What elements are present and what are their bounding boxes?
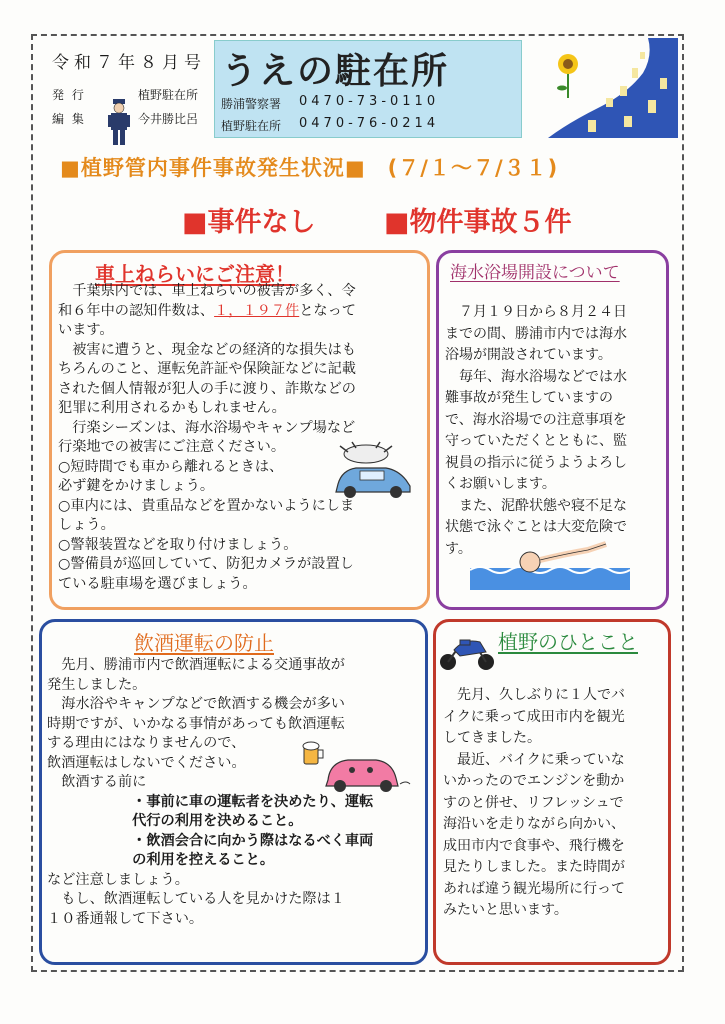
incident-summary-heading: ■植野管内事件事故発生状況■ (７/１〜７/３１) (60, 156, 559, 180)
motorcycle-icon (436, 632, 498, 672)
publisher-label: 発 行 (52, 88, 86, 102)
drunk-car-illustration (300, 740, 412, 796)
swimmer-illustration (470, 540, 630, 590)
beach-title: 海水浴場開設について (450, 263, 620, 283)
car-theft-body: 千葉県内では、車上ねらいの被害が多く、令 和６年中の認知件数は、１，１９７件となって います。 被害に遭うと、現金などの経済的な損失はも ちろんのこと、運転免許証や保険証などに記載 された個人情報が犯人の手に渡り、詐欺などの 犯罪に利用されるかもしれません。 行楽シーズンは、海水浴場やキャンプ場など 行楽地での被害にご注意ください。 ○短時間でも車から離れるときは、 必ず鍵をかけましょう。 ○車内には、貴重品などを置かないようにしま しょう。 ○警報装置などを取り付けましょう。 ○警備員が巡回していて、防犯カメラが設置し ている駐車場を選びましょう。 (58, 283, 356, 592)
editor-name: 今井勝比呂 (138, 112, 199, 126)
hitokoto-body: 先月、久しぶりに１人でバ イクに乗って成田市内を観光 してきました。 最近、バイクに乗っていな いかったのでエンジンを動か すのと併せ、リフレッシュで 海沿いを走りながら向かい、 成田市内で食事や、飛行機を 見たりしました。また時間が あれば違う観光場所に行って みたいと思います。 (443, 687, 625, 918)
phone-number-station: 0470-73-0110 (299, 94, 440, 109)
theft-count-highlight: １，１９７件 (214, 302, 300, 319)
police-officer-icon (106, 98, 132, 148)
drunk-driving-body: 先月、勝浦市内で飲酒運転による交通事故が 発生しました。 海水浴やキャンプなどで飲酒する機会が多い 時期ですが、いかなる事情があっても飲酒運転 する理由にはなりませんので、 飲酒運転はしないでください。 飲酒する前に ・事前に車の運転者を決めたり、運転 代行の利用を決めること。 ・飲酒会合に向かう際はなるべく車両 の利用を控えること。 など注意しましょう。 もし、飲酒運転している人を見かけた際は１ １０番通報して下さい。 (47, 657, 374, 927)
sunflower-icon (557, 54, 578, 98)
issue-info-block (40, 40, 208, 136)
sunflower-night-illustration (528, 38, 678, 138)
phone-number-koban: 0470-76-0214 (299, 116, 440, 131)
beach-body: ７月１９日から８月２４日 までの間、勝浦市内では海水 浴場が開設されています。 毎年、海水浴場などでは水 難事故が発生していますの で、海水浴場での注意事項を 守っていただくとともに、監 視員の指示に従うようよろし くお願いします。 また、泥酔状態や寝不足な 状態で泳ぐことは大変危険で す。 (445, 304, 627, 557)
phone-label-koban: 植野駐在所 (221, 119, 282, 133)
accident-count: ■物件事故５件 (384, 207, 572, 238)
masthead (214, 40, 522, 138)
hitokoto-title: 植野のひとこと (498, 630, 638, 654)
drunk-driving-title: 飲酒運転の防止 (134, 631, 274, 655)
publisher-name: 植野駐在所 (138, 88, 199, 102)
car-theft-title: 車上ねらいにご注意！ (95, 262, 295, 286)
incident-count: ■事件なし (182, 207, 316, 238)
car-theft-illustration (326, 440, 418, 498)
phone-label-station: 勝浦警察署 (221, 97, 282, 111)
issue-date: 令和７年８月号 (52, 53, 206, 73)
editor-label: 編 集 (52, 112, 86, 126)
newsletter-title: うえの駐在所 (221, 50, 450, 92)
